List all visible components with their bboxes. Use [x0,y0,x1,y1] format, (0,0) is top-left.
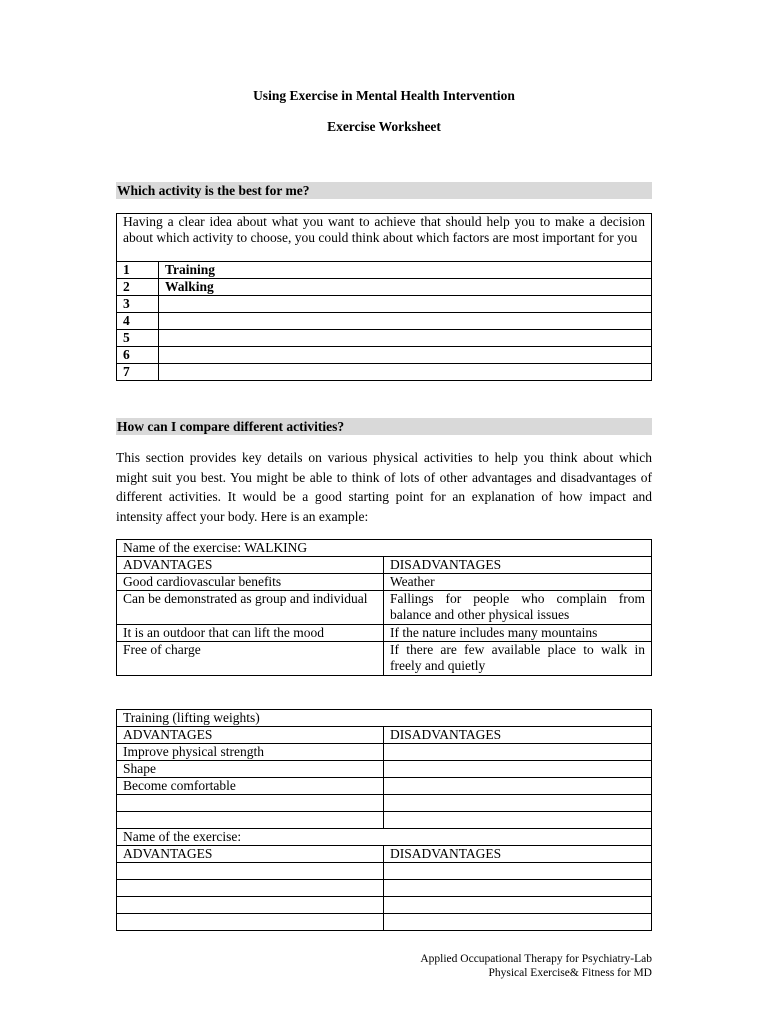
disadvantage-cell [384,761,652,778]
footer-line-1: Applied Occupational Therapy for Psychiatry-Lab [420,953,652,965]
disadvantage-cell [384,812,652,829]
disadvantage-cell: If the nature includes many mountains [384,625,652,642]
walking-comparison-table [116,539,652,676]
table-row [117,591,652,625]
advantages-header: ADVANTAGES [117,727,384,744]
activity-cell [159,364,652,381]
exercise-name-cell: Training (lifting weights) [117,710,652,727]
activity-table-intro: Having a clear idea about what you want to achieve that should help you to make a decision about which activity to choose, you could think about which factors are most important for you [117,214,652,262]
table-row [117,795,652,812]
document-subtitle: Exercise Worksheet [327,119,441,134]
disadvantage-cell [384,897,652,914]
advantage-cell [117,863,384,880]
disadvantage-cell: Weather [384,574,652,591]
disadvantage-cell [384,795,652,812]
table-row [117,863,652,880]
exercise-name-cell: Name of the exercise: WALKING [117,540,652,557]
activity-cell [159,313,652,330]
row-number: 2 [117,279,159,296]
table-row [117,897,652,914]
advantage-cell: Improve physical strength [117,744,384,761]
table-row [117,778,652,795]
advantage-cell [117,795,384,812]
advantage-cell: Shape [117,761,384,778]
disadvantage-cell: If there are few available place to walk in freely and quietly [384,642,652,676]
disadvantage-cell [384,880,652,897]
section-heading-compare-activities: How can I compare different activities? [116,418,652,435]
row-number: 1 [117,262,159,279]
table-row [117,880,652,897]
disadvantages-header: DISADVANTAGES [384,846,652,863]
disadvantages-header: DISADVANTAGES [384,727,652,744]
footer [420,952,652,980]
compare-paragraph: This section provides key details on various physical activities to help you think about which might suit you best. You might be able to think of lots of other advantages and disadvantages of different activities. It would be a good starting point for an explanation of how impact and intensity affect your body. Here is an example: [116,450,652,524]
advantage-cell: Become comfortable [117,778,384,795]
activity-cell: Walking [159,279,652,296]
table-row [117,642,652,676]
disadvantage-cell [384,744,652,761]
advantage-cell [117,897,384,914]
table-row [117,347,652,364]
row-number: 3 [117,296,159,313]
advantage-cell [117,812,384,829]
advantage-cell: Good cardiovascular benefits [117,574,384,591]
activity-cell [159,296,652,313]
table-row [117,279,652,296]
advantages-header: ADVANTAGES [117,846,384,863]
table-row [117,812,652,829]
table-row [117,574,652,591]
table-row [117,262,652,279]
footer-line-2: Physical Exercise& Fitness for MD [488,967,652,979]
advantage-cell [117,880,384,897]
disadvantage-cell [384,914,652,931]
disadvantage-cell: Fallings for people who complain from balance and other physical issues [384,591,652,625]
table-row [117,296,652,313]
row-number: 4 [117,313,159,330]
activity-choice-table [116,213,652,381]
activity-cell [159,330,652,347]
advantage-cell: Free of charge [117,642,384,676]
advantage-cell: Can be demonstrated as group and individual [117,591,384,625]
section-heading-best-activity: Which activity is the best for me? [116,182,652,199]
disadvantage-cell [384,863,652,880]
row-number: 6 [117,347,159,364]
advantage-cell: It is an outdoor that can lift the mood [117,625,384,642]
table-row [117,761,652,778]
activity-cell: Training [159,262,652,279]
advantages-header: ADVANTAGES [117,557,384,574]
disadvantages-header: DISADVANTAGES [384,557,652,574]
table-row [117,625,652,642]
row-number: 7 [117,364,159,381]
advantage-cell [117,914,384,931]
document-title: Using Exercise in Mental Health Intervention [253,88,515,103]
table-row [117,330,652,347]
blank-exercise-name-cell: Name of the exercise: [117,829,652,846]
table-row [117,364,652,381]
table-row [117,744,652,761]
training-comparison-table [116,709,652,931]
table-row [117,313,652,330]
activity-cell [159,347,652,364]
row-number: 5 [117,330,159,347]
disadvantage-cell [384,778,652,795]
table-row [117,914,652,931]
